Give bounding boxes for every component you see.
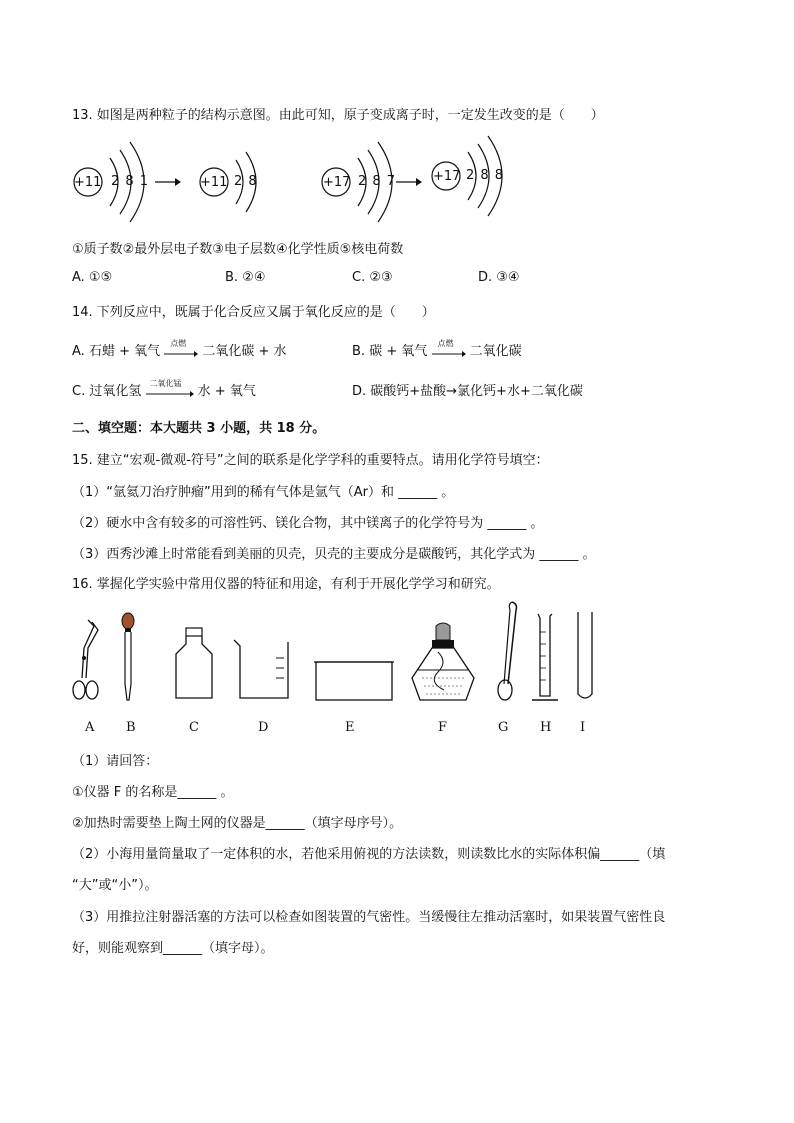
atom-2-nucleus: +11 xyxy=(200,175,228,190)
q13-option-a: A. ①⑤ xyxy=(72,270,113,285)
reagent-bottle-icon xyxy=(172,628,216,700)
q13-option-b: B. ②④ xyxy=(225,270,266,285)
q14-a-condition: 点燃 xyxy=(170,338,187,348)
q16-part1b: ②加热时需要垫上陶土网的仪器是______（填字母序号）。 xyxy=(72,816,403,831)
q15-stem: 15. 建立“宏观-微观-符号”之间的联系是化学学科的重要特点。请用化学符号填空： xyxy=(72,453,549,468)
apparatus-label-d: D xyxy=(258,720,269,735)
q14-a-reactants: 石蜡 + 氧气 xyxy=(88,344,161,359)
q16-part2-line2: “大”或“小”）。 xyxy=(72,878,158,893)
atom-1-shells: 2 8 1 xyxy=(111,174,150,189)
apparatus-label-f: F xyxy=(438,720,448,735)
q14-option-c xyxy=(72,380,256,399)
apparatus-label-i: I xyxy=(580,720,586,735)
reaction-arrow xyxy=(432,338,466,359)
atom-1-nucleus: +11 xyxy=(74,175,102,190)
reaction-arrow xyxy=(146,378,194,399)
q14-b-condition: 点燃 xyxy=(437,338,454,348)
q14-option-b xyxy=(352,340,522,359)
combustion-spoon-icon xyxy=(494,600,520,704)
q13-stem: 13. 如图是两种粒子的结构示意图。由此可知，原子变成离子时，一定发生改变的是（ ） xyxy=(72,108,604,123)
q13-option-d: D. ③④ xyxy=(478,270,520,285)
q14-c-condition: 二氧化锰 xyxy=(149,378,182,388)
trough-icon xyxy=(312,656,396,702)
q15-part2: （2）硬水中含有较多的可溶性钙、镁化合物，其中镁离子的化学符号为 ______ 。 xyxy=(72,516,544,531)
reaction-arrow xyxy=(164,338,198,359)
q16-stem: 16. 掌握化学实验中常用仪器的特征和用途，有利于开展化学学习和研究。 xyxy=(72,577,500,592)
section-heading: 二、填空题：本大题共 3 小题，共 18 分。 xyxy=(72,421,326,436)
q14-b-products: 二氧化碳 xyxy=(469,344,522,359)
q16-part1: （1）请回答： xyxy=(72,754,159,769)
atom-3-shells: 2 8 7 xyxy=(358,174,397,189)
q16-part1a: ①仪器 F 的名称是______ 。 xyxy=(72,785,234,800)
q16-part3-line1: （3）用推拉注射器活塞的方法可以检查如图装置的气密性。当缓慢往左推动活塞时，如果装置气密性良 xyxy=(72,910,666,925)
q14-b-reactants: 碳 + 氧气 xyxy=(369,344,428,359)
apparatus-label-g: G xyxy=(498,720,509,735)
apparatus-label-h: H xyxy=(540,720,552,735)
beaker-icon xyxy=(230,638,294,700)
arrow-icon xyxy=(155,176,181,188)
q14-option-d: D. 碳酸钙+盐酸→氯化钙+水+二氧化碳 xyxy=(352,384,583,399)
apparatus-label-c: C xyxy=(189,720,199,735)
q15-part3: （3）西秀沙滩上时常能看到美丽的贝壳，贝壳的主要成分是碳酸钙，其化学式为 ______ 。 xyxy=(72,547,596,562)
graduated-cylinder-icon xyxy=(530,612,560,704)
crucible-tongs-icon xyxy=(70,618,104,708)
apparatus-label-a: A xyxy=(85,720,95,735)
atom-4-shells: 2 8 8 xyxy=(466,168,505,183)
arrow-icon xyxy=(396,176,422,188)
q14-a-products: 二氧化碳 + 水 xyxy=(202,344,287,359)
atom-4-nucleus: +17 xyxy=(433,169,461,184)
q14-b-label: B. xyxy=(352,344,366,359)
q14-c-label: C. xyxy=(72,384,86,399)
test-tube-icon xyxy=(572,610,598,702)
q14-option-a xyxy=(72,340,287,359)
dropper-icon xyxy=(118,612,138,704)
q13-option-c: C. ②③ xyxy=(352,270,393,285)
q14-a-label: A. xyxy=(72,344,85,359)
q14-c-reactants: 过氧化氢 xyxy=(89,384,142,399)
q16-part2-line1: （2）小海用量筒量取了一定体积的水，若他采用俯视的方法读数，则读数比水的实际体积偏______（填 xyxy=(72,847,666,862)
alcohol-lamp-icon xyxy=(408,622,478,704)
apparatus-label-b: B xyxy=(126,720,136,735)
q13-choices: ①质子数②最外层电子数③电子层数④化学性质⑤核电荷数 xyxy=(72,242,404,257)
atom-2-shells: 2 8 xyxy=(234,174,258,189)
q16-part3-line2: 好，则能观察到______（填字母）。 xyxy=(72,941,274,956)
q15-part1: （1）“氩氦刀治疗肿瘤”用到的稀有气体是氩气（Ar）和 ______ 。 xyxy=(72,485,455,500)
apparatus-label-e: E xyxy=(345,720,355,735)
q14-stem: 14. 下列反应中，既属于化合反应又属于氧化反应的是（ ） xyxy=(72,305,435,320)
atom-3-nucleus: +17 xyxy=(323,175,351,190)
q14-c-products: 水 + 氧气 xyxy=(197,384,256,399)
